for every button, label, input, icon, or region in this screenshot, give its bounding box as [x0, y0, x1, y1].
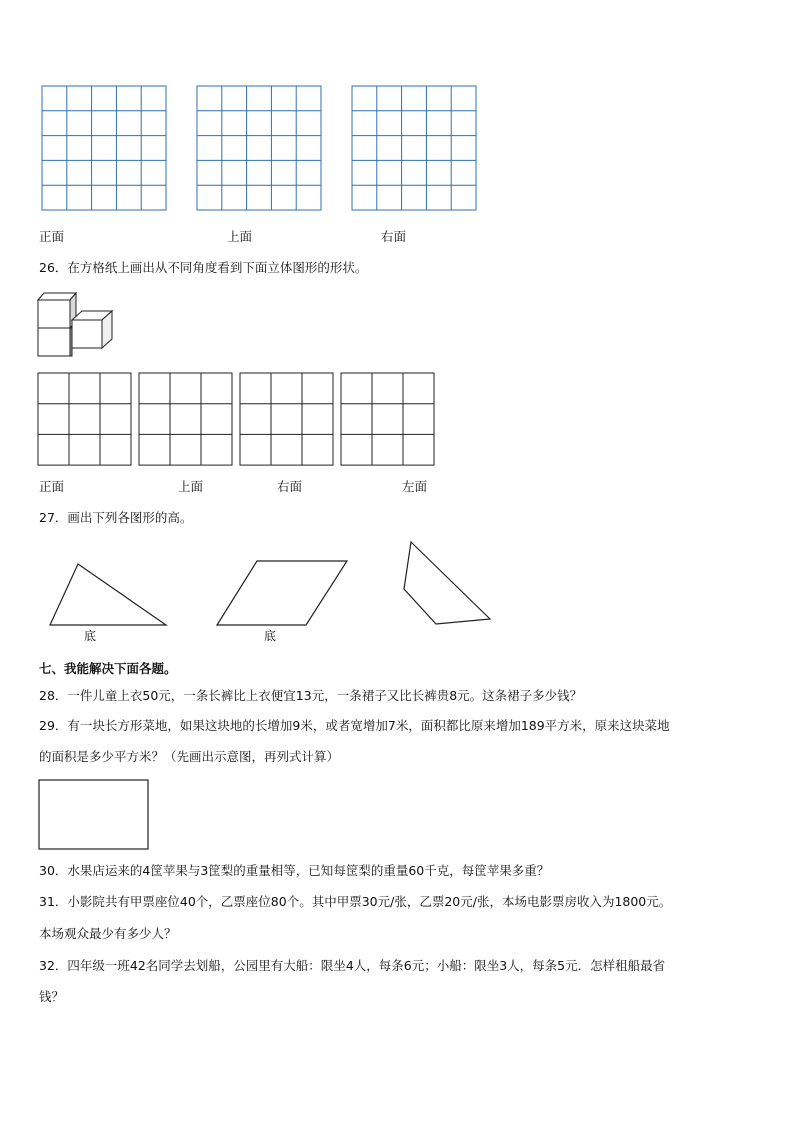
- q27-base-label-triangle: 底: [84, 629, 97, 643]
- q25-label-right: 右面: [381, 229, 407, 244]
- q25-blue-grid-group: [42, 86, 476, 210]
- section7-title: 七、我能解决下面各题。: [39, 661, 177, 676]
- q26-label-front: 正面: [39, 479, 65, 494]
- q30-text: 30．水果店运来的4筐苹果与3筐梨的重量相等，已知每筐梨的重量60千克，每筐苹果多重？: [39, 863, 550, 878]
- q26-label-top: 上面: [178, 479, 204, 494]
- q29-line1: 29．有一块长方形菜地，如果这块地的长增加9米，或者宽增加7米，面积都比原来增加189平方米，原来这块菜地: [39, 718, 670, 733]
- q32-line1: 32．四年级一班42名同学去划船，公园里有大船：限坐4人，每条6元；小船：限坐3人，每条5元．怎样租船最省: [39, 958, 666, 973]
- q28-text: 28．一件儿童上衣50元，一条长裤比上衣便宜13元，一条裙子又比长裤贵8元。这条裙子多少钱？: [39, 688, 583, 703]
- q27-base-label-parallelogram: 底: [264, 629, 277, 643]
- q26-label-left: 左面: [402, 479, 428, 494]
- q26-cube-figure: [38, 293, 112, 356]
- q26-text: 26．在方格纸上画出从不同角度看到下面立体图形的形状。: [39, 260, 368, 275]
- q26-grid-left: [341, 373, 434, 465]
- q26-grid-front: [38, 373, 131, 465]
- q27-triangle: [50, 564, 166, 625]
- q25-grid-top: [197, 86, 321, 210]
- q32-line2: 钱？: [39, 989, 65, 1004]
- q27-text: 27．画出下列各图形的高。: [39, 510, 193, 525]
- q27-trapezoid: [404, 542, 490, 624]
- q29-line2: 的面积是多少平方米？（先画出示意图，再列式计算）: [39, 749, 340, 764]
- q26-label-right: 右面: [277, 479, 303, 494]
- q26-grid-right: [240, 373, 333, 465]
- q27-parallelogram: [217, 561, 347, 625]
- q29-rectangle: [39, 780, 148, 849]
- q31-line1: 31．小影院共有甲票座位40个，乙票座位80个。其中甲票30元/张，乙票20元/张，本场电影票房收入为1800元。: [39, 894, 672, 909]
- q25-grid-front: [42, 86, 166, 210]
- q25-label-top: 上面: [227, 229, 253, 244]
- q26-black-grid-group: [38, 373, 434, 465]
- q26-grid-top: [139, 373, 232, 465]
- q25-grid-right: [352, 86, 476, 210]
- q25-label-front: 正面: [39, 229, 65, 244]
- q31-line2: 本场观众最少有多少人？: [39, 926, 177, 941]
